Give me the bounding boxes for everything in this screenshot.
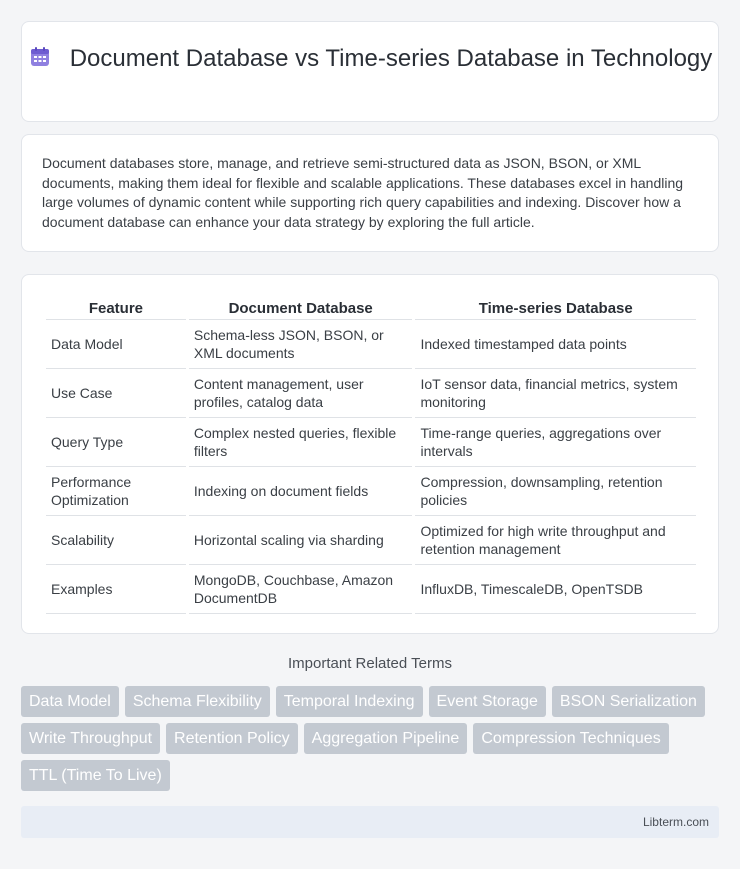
- term-tag[interactable]: Retention Policy: [166, 723, 298, 754]
- column-header-feature: Feature: [46, 297, 186, 320]
- table-row: [46, 320, 696, 369]
- table-row: [46, 467, 696, 516]
- table-cell: Content management, user profiles, catalog data: [189, 369, 413, 418]
- table-cell: Schema-less JSON, BSON, or XML documents: [189, 320, 413, 369]
- term-tag[interactable]: Schema Flexibility: [125, 686, 270, 717]
- title-card: [21, 21, 719, 122]
- related-terms-list: [21, 686, 711, 797]
- comparison-card: [21, 274, 719, 634]
- table-cell: Use Case: [46, 369, 186, 418]
- table-cell: Indexed timestamped data points: [415, 320, 696, 369]
- table-cell: Compression, downsampling, retention policies: [415, 467, 696, 516]
- term-tag[interactable]: Data Model: [21, 686, 119, 717]
- intro-card: [21, 134, 719, 252]
- page-title-text: Document Database vs Time-series Database in Technology: [69, 45, 713, 72]
- table-cell: IoT sensor data, financial metrics, system monitoring: [415, 369, 696, 418]
- table-header-row: [46, 297, 696, 320]
- table-cell: Complex nested queries, flexible filters: [189, 418, 413, 467]
- table-cell: MongoDB, Couchbase, Amazon DocumentDB: [189, 565, 413, 614]
- related-terms-heading: Important Related Terms: [288, 655, 452, 672]
- column-header-time-series-database: Time-series Database: [415, 297, 696, 320]
- table-cell: Scalability: [46, 516, 186, 565]
- term-tag[interactable]: TTL (Time To Live): [21, 760, 170, 791]
- footer-site-link[interactable]: Libterm.com: [642, 815, 709, 829]
- page-title: [22, 44, 718, 73]
- table-cell: InfluxDB, TimescaleDB, OpenTSDB: [415, 565, 696, 614]
- term-tag[interactable]: Write Throughput: [21, 723, 160, 754]
- table-row: [46, 516, 696, 565]
- table-cell: Horizontal scaling via sharding: [189, 516, 413, 565]
- table-row: [46, 565, 696, 614]
- table-cell: Data Model: [46, 320, 186, 369]
- term-tag[interactable]: Compression Techniques: [473, 723, 668, 754]
- term-tag[interactable]: Temporal Indexing: [276, 686, 423, 717]
- table-cell: Query Type: [46, 418, 186, 467]
- intro-paragraph: Document databases store, manage, and retrieve semi-structured data as JSON, BSON, or XML documents, making them ideal for flexible and scalable applications. These databases excel in handling large volumes of dynamic content while supporting rich query capabilities and indexing. Discover how a document database can enhance your data strategy by exploring the full article.: [42, 155, 684, 230]
- footer-bar: [21, 806, 719, 838]
- calendar-icon: [28, 45, 52, 69]
- term-tag[interactable]: Aggregation Pipeline: [304, 723, 468, 754]
- table-cell: Time-range queries, aggregations over intervals: [415, 418, 696, 467]
- table-row: [46, 369, 696, 418]
- table-cell: Indexing on document fields: [189, 467, 413, 516]
- comparison-table: [43, 297, 699, 614]
- term-tag[interactable]: BSON Serialization: [552, 686, 705, 717]
- table-cell: Examples: [46, 565, 186, 614]
- column-header-document-database: Document Database: [189, 297, 413, 320]
- table-cell: Performance Optimization: [46, 467, 186, 516]
- table-cell: Optimized for high write throughput and retention management: [415, 516, 696, 565]
- term-tag[interactable]: Event Storage: [429, 686, 546, 717]
- table-row: [46, 418, 696, 467]
